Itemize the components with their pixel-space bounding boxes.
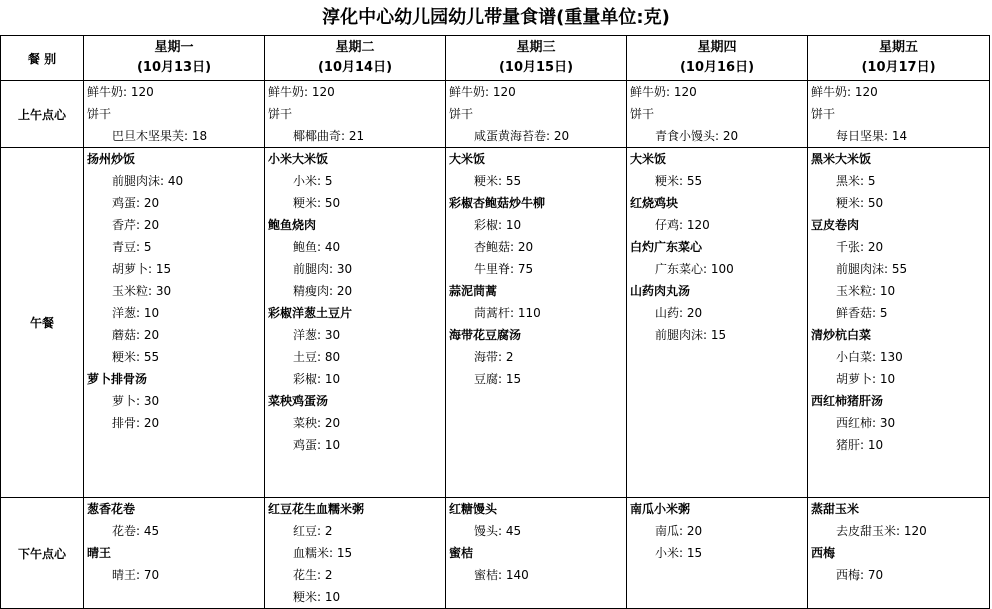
dish-name: 海带花豆腐汤: [449, 328, 522, 342]
menu-line: 西梅: 70: [836, 568, 884, 582]
header-row: [1, 36, 990, 81]
day-header-mon: [84, 36, 265, 81]
menu-line: 前腿肉沫: 15: [655, 328, 727, 342]
dish-name: 小米大米饭: [268, 152, 329, 166]
menu-line: 青豆: 5: [112, 240, 152, 254]
menu-line: 土豆: 80: [293, 350, 341, 364]
lunch-cell: [808, 148, 990, 498]
dish-name: 蒸甜玉米: [811, 502, 860, 516]
menu-line: 巴旦木坚果芙: 18: [112, 129, 208, 143]
meal-column-header: 餐 别: [1, 36, 84, 81]
afternoon-cell: [84, 498, 265, 609]
dish-name: 鲍鱼烧肉: [268, 218, 317, 232]
day-name: 星期五: [878, 40, 918, 55]
day-name: 星期三: [516, 40, 556, 55]
menu-line: 青食小馒头: 20: [655, 129, 739, 143]
lunch-label: 午餐: [1, 148, 84, 498]
dish-name: 山药肉丸汤: [630, 284, 691, 298]
menu-line: 粳米: 55: [655, 174, 703, 188]
menu-line: 海带: 2: [474, 350, 514, 364]
morning-cell: [265, 81, 446, 148]
day-header-wed: [446, 36, 627, 81]
menu-line: 鲜牛奶: 120: [268, 85, 335, 99]
day-name: 星期一: [154, 40, 194, 55]
dish-name: 蜜桔: [449, 546, 474, 560]
menu-line: 粳米: 10: [293, 590, 341, 604]
dish-name: 南瓜小米粥: [630, 502, 691, 516]
morning-cell: [808, 81, 990, 148]
day-date: (10月13日): [136, 60, 212, 75]
menu-line: 鸡蛋: 10: [293, 438, 341, 452]
menu-line: 玉米粒: 10: [836, 284, 896, 298]
menu-line: 仔鸡: 120: [655, 218, 710, 232]
dish-name: 豆皮卷肉: [811, 218, 860, 232]
menu-line: 花生: 2: [293, 568, 333, 582]
dish-name: 菜秧鸡蛋汤: [268, 394, 329, 408]
dish-name: 萝卜排骨汤: [87, 372, 148, 386]
lunch-cell: [84, 148, 265, 498]
menu-line: 鲍鱼: 40: [293, 240, 341, 254]
day-header-fri: [808, 36, 990, 81]
dish-name: 西梅: [811, 546, 836, 560]
morning-row: [1, 81, 990, 148]
menu-line: 广东菜心: 100: [655, 262, 734, 276]
menu-line: 花卷: 45: [112, 524, 160, 538]
lunch-cell: [627, 148, 808, 498]
menu-line: 千张: 20: [836, 240, 884, 254]
menu-line: 萝卜: 30: [112, 394, 160, 408]
menu-line: 鲜香菇: 5: [836, 306, 888, 320]
day-date: (10月17日): [861, 60, 936, 75]
menu-line: 小米: 15: [655, 546, 703, 560]
dish-name: 红烧鸡块: [630, 196, 679, 210]
menu-line: 精瘦肉: 20: [293, 284, 353, 298]
menu-line: 饼干: [449, 107, 474, 121]
dish-name: 晴王: [87, 546, 112, 560]
menu-line: 彩椒: 10: [293, 372, 341, 386]
afternoon-cell: [446, 498, 627, 609]
day-header-thu: [627, 36, 808, 81]
menu-line: 鲜牛奶: 120: [630, 85, 697, 99]
menu-line: 前腿肉沫: 40: [112, 174, 184, 188]
afternoon-row: [1, 498, 990, 609]
menu-line: 菜秧: 20: [293, 416, 341, 430]
menu-line: 彩椒: 10: [474, 218, 522, 232]
lunch-cell: [265, 148, 446, 498]
menu-line: 洋葱: 10: [112, 306, 160, 320]
menu-line: 山药: 20: [655, 306, 703, 320]
menu-line: 鲜牛奶: 120: [87, 85, 154, 99]
menu-line: 粳米: 50: [836, 196, 884, 210]
menu-line: 红豆: 2: [293, 524, 333, 538]
day-date: (10月15日): [498, 60, 574, 75]
day-date: (10月16日): [679, 60, 755, 75]
dish-name: 彩椒洋葱土豆片: [268, 306, 353, 320]
menu-line: 蜜桔: 140: [474, 568, 529, 582]
menu-line: 饼干: [630, 107, 655, 121]
menu-line: 鸡蛋: 20: [112, 196, 160, 210]
menu-line: 小米: 5: [293, 174, 333, 188]
menu-line: 前腿肉: 30: [293, 262, 353, 276]
menu-line: 饼干: [268, 107, 293, 121]
menu-line: 前腿肉沫: 55: [836, 262, 908, 276]
dish-name: 蒜泥茼蒿: [449, 284, 498, 298]
menu-line: 香芹: 20: [112, 218, 160, 232]
dish-name: 大米饭: [449, 152, 486, 166]
menu-line: 胡萝卜: 10: [836, 372, 896, 386]
menu-line: 洋葱: 30: [293, 328, 341, 342]
dish-name: 大米饭: [630, 152, 667, 166]
menu-line: 猪肝: 10: [836, 438, 884, 452]
dish-name: 彩椒杏鲍菇炒牛柳: [449, 196, 546, 210]
lunch-cell: [446, 148, 627, 498]
menu-line: 胡萝卜: 15: [112, 262, 172, 276]
menu-line: 饼干: [811, 107, 836, 121]
menu-line: 饼干: [87, 107, 112, 121]
menu-table: [0, 35, 990, 609]
menu-line: 去皮甜玉米: 120: [836, 524, 927, 538]
menu-line: 粳米: 55: [112, 350, 160, 364]
menu-line: 西红柿: 30: [836, 416, 896, 430]
menu-line: 椰椰曲奇: 21: [293, 129, 365, 143]
afternoon-snack-label: 下午点心: [1, 498, 84, 609]
morning-snack-label: 上午点心: [1, 81, 84, 148]
morning-cell: [446, 81, 627, 148]
menu-line: 粳米: 50: [293, 196, 341, 210]
dish-name: 西红柿猪肝汤: [811, 394, 884, 408]
menu-line: 黑米: 5: [836, 174, 876, 188]
menu-line: 晴王: 70: [112, 568, 160, 582]
menu-line: 鲜牛奶: 120: [811, 85, 878, 99]
page-title: 淳化中心幼儿园幼儿带量食谱(重量单位:克): [322, 7, 670, 28]
afternoon-cell: [265, 498, 446, 609]
menu-line: 每日坚果: 14: [836, 129, 908, 143]
lunch-row: [1, 148, 990, 498]
menu-line: 血糯米: 15: [293, 546, 353, 560]
dish-name: 黑米大米饭: [811, 152, 872, 166]
menu-line: 排骨: 20: [112, 416, 160, 430]
dish-name: 清炒杭白菜: [811, 328, 872, 342]
menu-line: 杏鲍菇: 20: [474, 240, 534, 254]
menu-line: 茼蒿杆: 110: [474, 306, 541, 320]
menu-line: 蘑菇: 20: [112, 328, 160, 342]
morning-cell: [627, 81, 808, 148]
menu-line: 小白菜: 130: [836, 350, 903, 364]
day-name: 星期四: [697, 40, 737, 55]
menu-line: 牛里脊: 75: [474, 262, 534, 276]
menu-line: 咸蛋黄海苔卷: 20: [474, 129, 570, 143]
menu-line: 玉米粒: 30: [112, 284, 172, 298]
dish-name: 红糖馒头: [449, 502, 498, 516]
dish-name: 白灼广东菜心: [630, 240, 703, 254]
menu-line: 南瓜: 20: [655, 524, 703, 538]
menu-line: 鲜牛奶: 120: [449, 85, 516, 99]
day-name: 星期二: [335, 40, 375, 55]
day-date: (10月14日): [317, 60, 393, 75]
dish-name: 葱香花卷: [87, 502, 136, 516]
menu-line: 粳米: 55: [474, 174, 522, 188]
afternoon-cell: [627, 498, 808, 609]
morning-cell: [84, 81, 265, 148]
afternoon-cell: [808, 498, 990, 609]
menu-line: 馒头: 45: [474, 524, 522, 538]
day-header-tue: [265, 36, 446, 81]
dish-name: 红豆花生血糯米粥: [268, 502, 365, 516]
dish-name: 扬州炒饭: [87, 152, 136, 166]
menu-line: 豆腐: 15: [474, 372, 522, 386]
